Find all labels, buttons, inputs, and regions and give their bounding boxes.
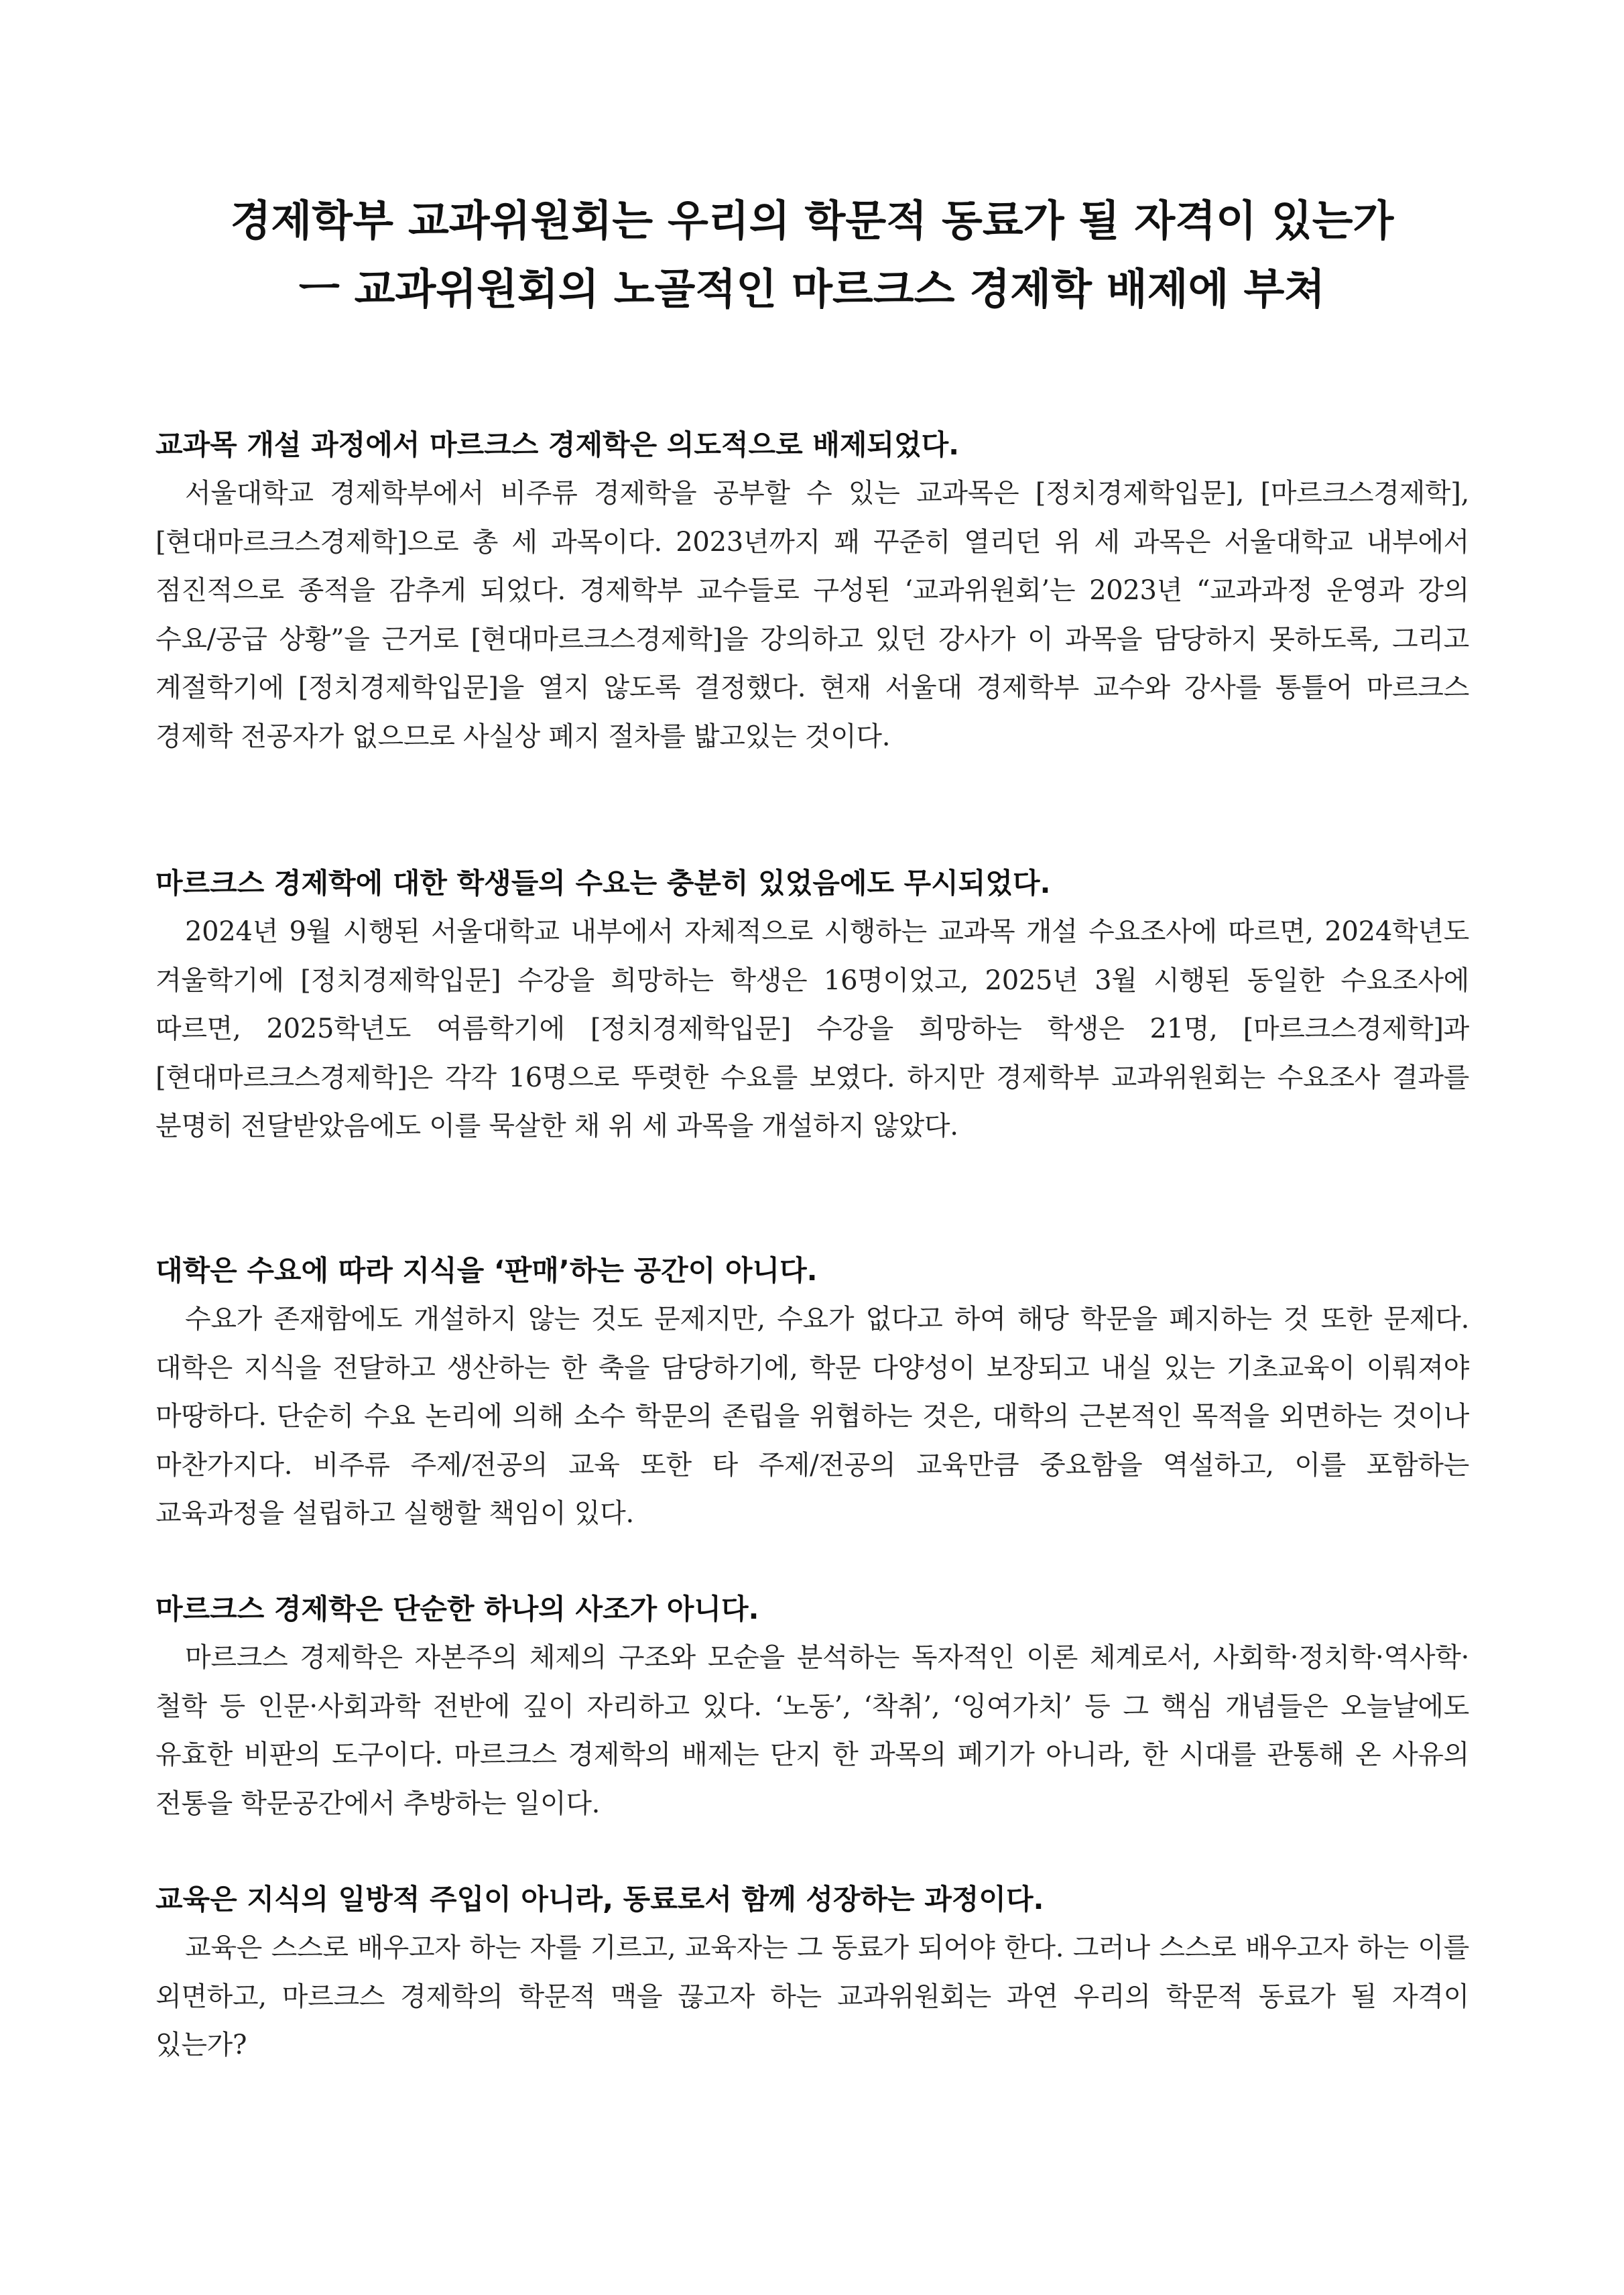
section-student-demand — [155, 863, 1469, 1151]
document-subtitle: ㅡ 교과위원회의 노골적인 마르크스 경제학 배제에 부쳐 — [298, 265, 1326, 314]
section-heading: 교과목 개설 과정에서 마르크스 경제학은 의도적으로 배제되었다. — [155, 428, 960, 461]
section-body: 수요가 존재함에도 개설하지 않는 것도 문제지만, 수요가 없다고 하여 해당 학문을 폐지하는 것 또한 문제다. 대학은 지식을 전달하고 생산하는 한 축을 담당하기에, 학문 다양성이 보장되고 내실 있는 기초교육이 이뤄져야 마땅하다. 단순히 수요 논리에 의해 소수 학문의 존립을 위협하는 것은, 대학의 근본적인 목적을 외면하는 것이나 마찬가지다. 비주류 주제/전공의 교육 또한 타 주제/전공의 교육만큼 중요함을 역설하고, 이를 포함하는 교육과정을 설립하고 실행할 책임이 있다. — [155, 1304, 1469, 1530]
section-education-colleagues — [155, 1879, 1469, 2070]
section-body: 2024년 9월 시행된 서울대학교 내부에서 자체적으로 시행하는 교과목 개설 수요조사에 따르면, 2024학년도 겨울학기에 [정치경제학입문] 수강을 희망하는 학생은 16명이었고, 2025년 3월 시행된 동일한 수요조사에 따르면, 2025학년도 여름학기에 [정치경제학입문] 수강을 희망하는 학생은 21명, [마르크스경제학]과 [현대마르크스경제학]은 각각 16명으로 뚜렷한 수요를 보였다. 하지만 경제학부 교과위원회는 수요조사 결과를 분명히 전달받았음에도 이를 묵살한 채 위 세 과목을 개설하지 않았다. — [155, 916, 1469, 1142]
section-marxian-economics — [155, 1589, 1469, 1828]
section-heading: 교육은 지식의 일방적 주입이 아니라, 동료로서 함께 성장하는 과정이다. — [155, 1883, 1044, 1916]
section-body: 마르크스 경제학은 자본주의 체제의 구조와 모순을 분석하는 독자적인 이론 체계로서, 사회학·정치학·역사학·철학 등 인문·사회과학 전반에 깊이 자리하고 있다. ‘노동’, ‘착취’, ‘잉여가치’ 등 그 핵심 개념들은 오늘날에도 유효한 비판의 도구이다. 마르크스 경제학의 배제는 단지 한 과목의 폐기가 아니라, 한 시대를 관통해 온 사유의 전통을 학문공간에서 추방하는 일이다. — [155, 1642, 1469, 1819]
document-title: 경제학부 교과위원회는 우리의 학문적 동료가 될 자격이 있는가 — [230, 196, 1394, 245]
section-body: 교육은 스스로 배우고자 하는 자를 기르고, 교육자는 그 동료가 되어야 한다. 그러나 스스로 배우고자 하는 이를 외면하고, 마르크스 경제학의 학문적 맥을 끊고자 하는 교과위원회는 과연 우리의 학문적 동료가 될 자격이 있는가? — [155, 1932, 1469, 2061]
section-heading: 대학은 수요에 따라 지식을 ‘판매’하는 공간이 아니다. — [155, 1254, 818, 1287]
section-university-purpose — [155, 1251, 1469, 1538]
section-heading: 마르크스 경제학은 단순한 하나의 사조가 아니다. — [155, 1593, 759, 1625]
section-course-exclusion — [155, 425, 1469, 761]
section-heading: 마르크스 경제학에 대한 학생들의 수요는 충분히 있었음에도 무시되었다. — [155, 867, 1051, 900]
section-body: 서울대학교 경제학부에서 비주류 경제학을 공부할 수 있는 교과목은 [정치경제학입문], [마르크스경제학], [현대마르크스경제학]으로 총 세 과목이다. 2023년까지 꽤 꾸준히 열리던 위 세 과목은 서울대학교 내부에서 점진적으로 종적을 감추게 되었다. 경제학부 교수들로 구성된 ‘교과위원회’는 2023년 “교과과정 운영과 강의 수요/공급 상황”을 근거로 [현대마르크스경제학]을 강의하고 있던 강사가 이 과목을 담당하지 못하도록, 그리고 계절학기에 [정치경제학입문]을 열지 않도록 결정했다. 현재 서울대 경제학부 교수와 강사를 통틀어 마르크스 경제학 전공자가 없으므로 사실상 폐지 절차를 밟고있는 것이다. — [155, 478, 1469, 752]
